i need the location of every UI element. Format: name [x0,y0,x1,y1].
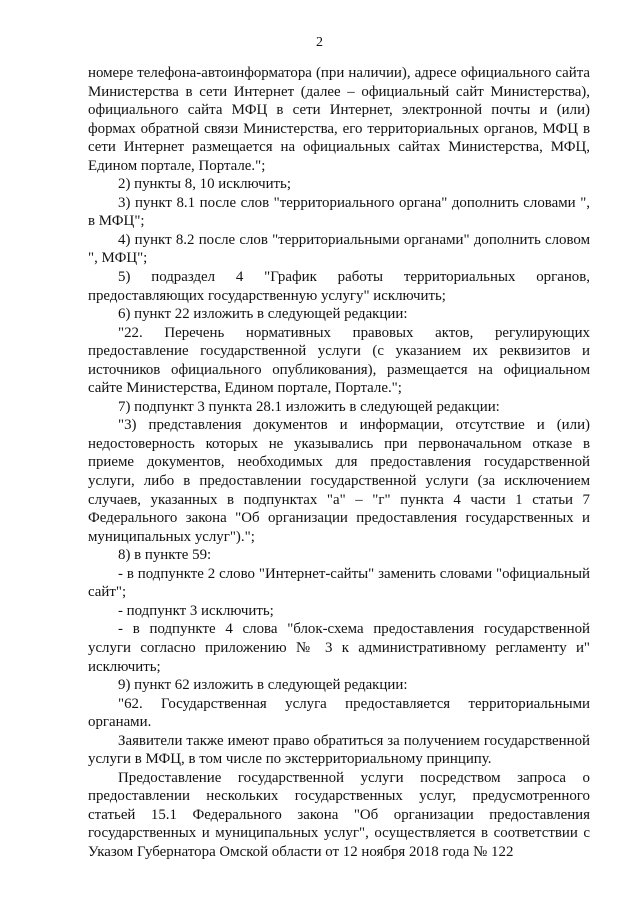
paragraph: 9) пункт 62 изложить в следующей редакции: [118,677,408,694]
paragraph: 6) пункт 22 изложить в следующей редакции: [118,306,408,323]
paragraph: 4) пункт 8.2 после слов "территориальными органами" дополнить словом ", МФЦ"; [88,231,590,267]
page-number: 2 [316,35,323,50]
paragraph: Заявители также имеют право обратиться за получением государственной услуги в МФЦ, в том числе по экстерриториальному принципу. [88,732,590,768]
paragraph: Предоставление государственной услуги посредством запроса о предоставлении нескольких государственных услуг, предусмотренного статьей 15.1 Федерального закона "Об организации предоставления государственных и муниципальных услуг", осуществляется в соответствии с Указом Губернатора Омской области от 12 ноября 2018 года № 122 [88,769,590,860]
paragraph: 7) подпункт 3 пункта 28.1 изложить в следующей редакции: [118,398,500,415]
paragraph: "62. Государственная услуга предоставляется территориальными органами. [88,695,590,731]
paragraph: - в подпункте 2 слово "Интернет-сайты" заменить словами "официальный сайт"; [88,565,590,601]
paragraph: - подпункт 3 исключить; [118,602,274,619]
paragraph: "22. Перечень нормативных правовых актов, регулирующих предоставление государственной услуги (с указанием их реквизитов и источников официального опубликования), размещается на официальном сайте Министерства, Едином портале, Портале."; [88,324,590,397]
paragraph: 2) пункты 8, 10 исключить; [118,176,291,193]
paragraph: - в подпункте 4 слова "блок-схема предоставления государственной услуги согласно приложению № 3 к административному регламенту и" исключить; [88,621,590,675]
document-body [88,64,590,862]
paragraph: "3) представления документов и информации, отсутствие и (или) недостоверность которых не указывались при первоначальном отказе в приеме документов, необходимых для предоставления государственной услуги, либо в предоставлении государственной услуги (за исключением случаев, указанных в подпунктах "а" – "г" пункта 4 части 1 статьи 7 Федерального закона "Об организации предоставления государственных и муниципальных услуг")."; [88,417,590,545]
paragraph: номере телефона-автоинформатора (при наличии), адресе официального сайта Министерства в сети Интернет (далее – официальный сайт Министерства), официального сайта МФЦ в сети Интернет, электронной почты и (или) формах обратной связи Министерства, его территориальных органов, МФЦ в сети Интернет размещается на официальных сайтах Министерства, МФЦ, Едином портале, Портале."; [88,65,590,174]
paragraph: 5) подраздел 4 "График работы территориальных органов, предоставляющих государственную услугу" исключить; [88,269,590,304]
paragraph: 8) в пункте 59: [118,547,212,564]
paragraph: 3) пункт 8.1 после слов "территориального органа" дополнить словами ", в МФЦ"; [88,194,590,230]
